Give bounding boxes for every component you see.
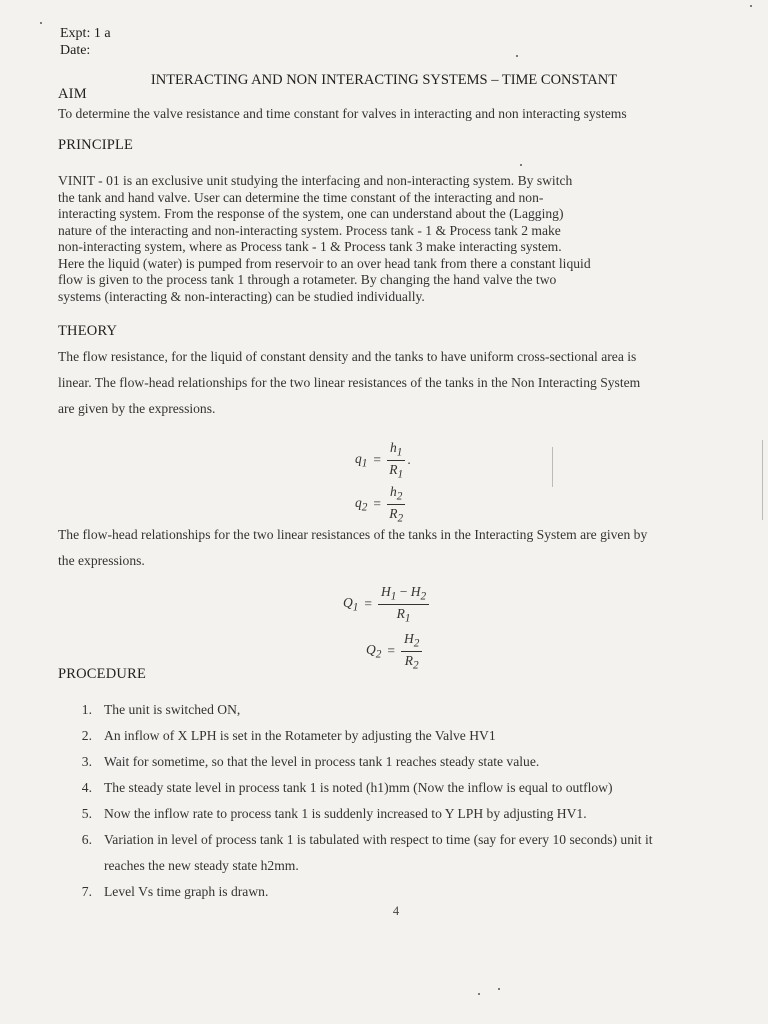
procedure-step: 5. Now the inflow rate to process tank 1 is suddenly increased to Y LPH by adjusting HV1.	[81, 806, 587, 821]
aim-text: To determine the valve resistance and time constant for valves in interacting and non interacting systems	[58, 106, 627, 121]
procedure-step: 7. Level Vs time graph is drawn.	[81, 884, 269, 899]
procedure-step: 1. The unit is switched ON,	[81, 702, 241, 717]
page-number: 4	[392, 904, 400, 918]
procedure-step-continuation: reaches the new steady state h2mm.	[104, 858, 299, 873]
theory-line: linear. The flow-head relationships for the two linear resistances of the tanks in the Non Interacting System	[58, 375, 641, 390]
scan-speck	[520, 164, 522, 166]
theory-line: are given by the expressions.	[58, 401, 216, 416]
procedure-step: 6. Variation in level of process tank 1 is tabulated with respect to time (say for every 10 seconds) unit it	[81, 832, 653, 847]
scan-speck	[498, 988, 500, 990]
principle-line: VINIT - 01 is an exclusive unit studying the interfacing and non-interacting system. By switch	[58, 173, 573, 188]
theory-paragraph-1	[58, 344, 718, 422]
experiment-number: Expt: 1 a	[60, 26, 111, 41]
scan-speck	[478, 993, 480, 995]
theory-paragraph-2	[58, 522, 718, 574]
principle-line: flow is given to the process tank 1 through a rotameter. By changing the hand valve the two	[58, 272, 557, 287]
procedure-step: 3. Wait for sometime, so that the level in process tank 1 reaches steady state value.	[81, 754, 540, 769]
principle-line: interacting system. From the response of the system, one can understand about the (Lagging)	[58, 206, 564, 221]
scan-mark	[762, 440, 763, 520]
principle-line: non-interacting system, where as Process tank - 1 & Process tank 3 make interacting system.	[58, 239, 562, 254]
equation-q1: $q_1$ = $\frac{h_1}{R_1}$ .	[355, 440, 411, 481]
procedure-steps	[78, 697, 738, 905]
theory-line: The flow-head relationships for the two linear resistances of the tanks in the Interacting System are given by	[58, 527, 648, 542]
equation-q2: $q_2$ = $\frac{h_2}{R_2}$	[355, 484, 405, 524]
aim-heading: AIM	[58, 86, 87, 102]
principle-line: Here the liquid (water) is pumped from reservoir to an over head tank from there a constant liquid	[58, 255, 591, 271]
theory-line: The flow resistance, for the liquid of constant density and the tanks to have uniform cross-sectional area is	[58, 349, 637, 364]
theory-heading: THEORY	[58, 323, 118, 339]
procedure-step: 4. The steady state level in process tank 1 is noted (h1)mm (Now the inflow is equal to outflow)	[81, 780, 613, 795]
scan-speck	[40, 22, 42, 24]
scan-mark	[552, 447, 553, 487]
theory-line: the expressions.	[58, 553, 145, 568]
procedure-heading: PROCEDURE	[58, 666, 147, 682]
scan-speck	[750, 5, 752, 7]
principle-line: systems (interacting & non-interacting) can be studied individually.	[58, 288, 425, 304]
equation-Q1: $Q_1$ = $\frac{H_1 - H_2}{R_1}$	[343, 584, 429, 624]
document-title: INTERACTING AND NON INTERACTING SYSTEMS – TIME CONSTANT	[150, 72, 618, 88]
date-label: Date:	[60, 43, 91, 58]
principle-line: the tank and hand valve. User can determine the time constant of the interacting and non-	[58, 189, 544, 205]
principle-heading: PRINCIPLE	[58, 137, 134, 153]
procedure-step: 2. An inflow of X LPH is set in the Rotameter by adjusting the Valve HV1	[81, 728, 496, 743]
equation-Q2: $Q_2$ = $\frac{H_2}{R_2}$	[366, 631, 422, 671]
principle-paragraph	[58, 173, 718, 305]
scan-speck	[516, 55, 518, 57]
principle-line: nature of the interacting and non-interacting system. Process tank - 1 & Process tank 2 make	[58, 222, 561, 238]
